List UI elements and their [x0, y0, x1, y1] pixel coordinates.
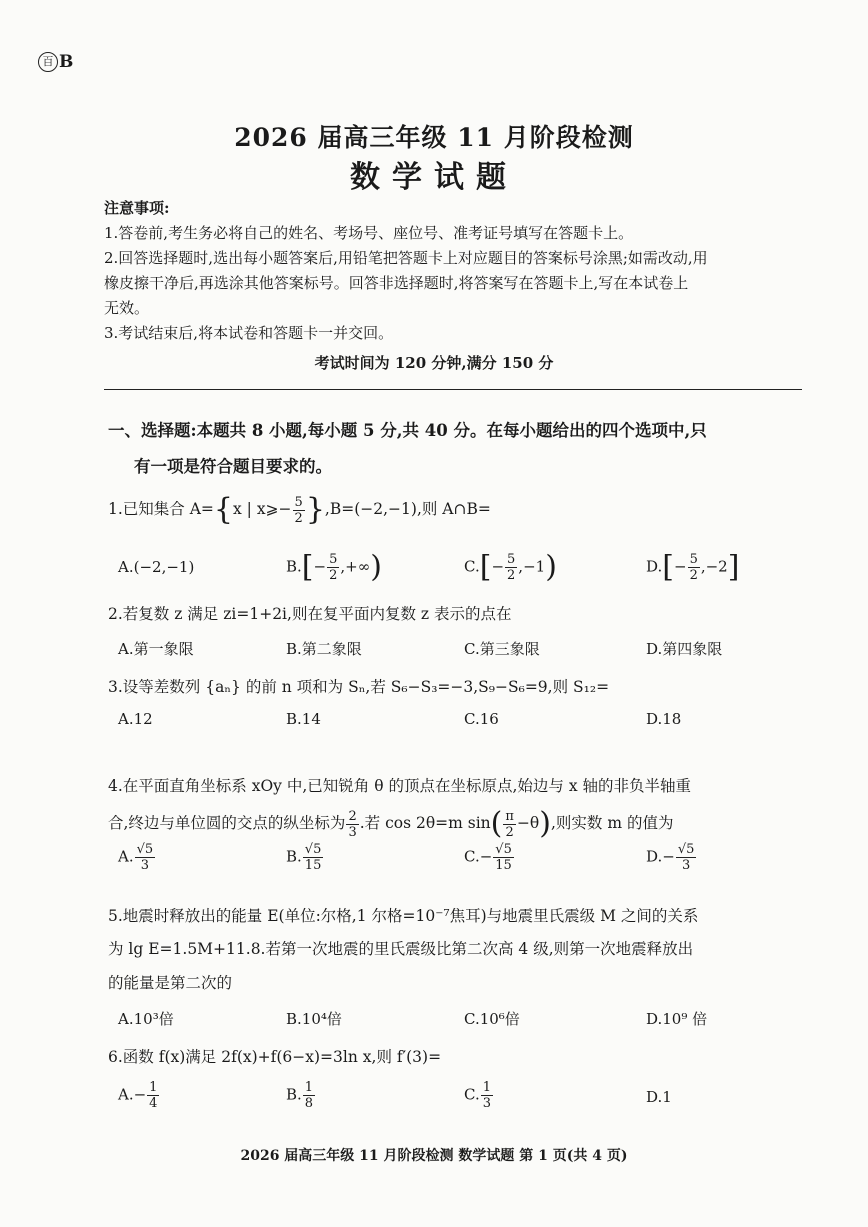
q3-option-d: D.18: [646, 710, 682, 728]
page-footer: 2026 届高三年级 11 月阶段检测 数学试题 第 1 页(共 4 页): [240, 1148, 628, 1164]
q3-option-b: B.14: [286, 710, 321, 728]
question-6-stem: 6.函数 f(x)满足 2f(x)+f(6−x)=3ln x,则 f′(3)=: [108, 1048, 442, 1066]
notes-heading: 注意事项:: [104, 199, 170, 217]
exam-title: 2026 届高三年级 11 月阶段检测: [234, 123, 634, 152]
q5-option-a: A.10³倍: [118, 1010, 174, 1028]
q1-set: x | x⩾−: [233, 500, 292, 518]
question-2-stem: 2.若复数 z 满足 zi=1+2i,则在复平面内复数 z 表示的点在: [108, 605, 512, 623]
q1-option-d: D.[− $\frac{5}{2}$ ,−2]: [646, 549, 740, 585]
question-1-stem: 1.已知集合 A={x | x⩾− $\frac{5}{2}$ },B=(−2,−1),则 A∩B=: [108, 492, 491, 527]
question-1-options: [118, 549, 808, 588]
divider: [104, 389, 802, 390]
note-item: 橡皮擦干净后,再选涂其他答案标号。回答非选择题时,将答案写在答题卡上,写在本试卷上: [104, 274, 689, 292]
note-item: 3.考试结束后,将本试卷和答题卡一并交回。: [104, 324, 394, 342]
question-5-line-1: 5.地震时释放出的能量 E(单位:尔格,1 尔格=10⁻⁷焦耳)与地震里氏震级 M 之间的关系: [108, 907, 699, 925]
question-5-line-2: 为 lg E=1.5M+11.8.若第一次地震的里氏震级比第二次高 4 级,则第一次地震释放出: [108, 940, 694, 958]
subject-title: 数学试题: [350, 160, 518, 195]
question-6-options: [118, 1080, 808, 1120]
q1-option-b: B.[− $\frac{5}{2}$ ,+∞): [286, 549, 382, 585]
question-5-options: [118, 1008, 808, 1030]
q3-option-a: A.12: [118, 710, 153, 728]
q5-option-c: C.10⁶倍: [464, 1010, 520, 1028]
q2-option-a: A.第一象限: [118, 640, 194, 658]
q4-option-a: A. $\frac{√5}{3}$: [118, 842, 154, 873]
seal-circle-icon: 百: [38, 52, 58, 72]
q6-option-b: B. $\frac{1}{8}$: [286, 1080, 314, 1111]
section-line-2: 有一项是符合题目要求的。: [134, 457, 332, 476]
q6-option-a: A.− $\frac{1}{4}$: [118, 1080, 158, 1111]
note-item: 1.答卷前,考生务必将自己的姓名、考场号、座位号、准考证号填写在答题卡上。: [104, 224, 634, 242]
question-4-line-1: 4.在平面直角坐标系 xOy 中,已知锐角 θ 的顶点在坐标原点,始边与 x 轴的非负半轴重: [108, 777, 691, 795]
q4-option-d: D.− $\frac{√5}{3}$: [646, 842, 695, 873]
question-4-line-2: 合,终边与单位圆的交点的纵坐标为 $\frac{2}{3}$ .若 cos 2θ=m sin( $\frac{\pi}{2}$ −θ),则实数 m 的值为: [108, 806, 674, 841]
q1-text: 1.已知集合 A=: [108, 500, 214, 518]
q4-option-c: C.− $\frac{√5}{15}$: [464, 842, 512, 873]
q5-option-d: D.10⁹ 倍: [646, 1010, 708, 1028]
q1-text-b: ,B=(−2,−1),则 A∩B=: [324, 500, 491, 518]
notes-block: [104, 196, 804, 346]
seal-letter: B: [59, 52, 74, 72]
question-3-stem: 3.设等差数列 {aₙ} 的前 n 项和为 Sₙ,若 S₆−S₃=−3,S₉−S₆=9,则 S₁₂=: [108, 678, 610, 696]
q4-option-b: B. $\frac{√5}{15}$: [286, 842, 322, 873]
question-2-options: [118, 638, 808, 660]
q5-option-b: B.10⁴倍: [286, 1010, 342, 1028]
q6-option-c: C. $\frac{1}{3}$: [464, 1080, 491, 1111]
q3-option-c: C.16: [464, 710, 499, 728]
note-item: 无效。: [104, 299, 150, 317]
q1-option-c: C.[− $\frac{5}{2}$ ,−1): [464, 549, 557, 585]
q2-option-d: D.第四象限: [646, 640, 723, 658]
question-5-line-3: 的能量是第二次的: [108, 974, 233, 992]
section-heading: [108, 413, 808, 485]
q2-option-c: C.第三象限: [464, 640, 540, 658]
q2-option-b: B.第二象限: [286, 640, 362, 658]
q6-option-d: D.1: [646, 1088, 672, 1106]
section-line-1: 一、选择题:本题共 8 小题,每小题 5 分,共 40 分。在每小题给出的四个选项中,只: [108, 421, 707, 440]
exam-info: 考试时间为 120 分钟,满分 150 分: [314, 354, 554, 372]
q1-option-a: A.(−2,−1): [118, 558, 195, 576]
question-3-options: [118, 710, 808, 732]
paper-seal: [38, 52, 73, 72]
fraction: $\frac{5}{2}$: [294, 494, 303, 526]
note-item: 2.回答选择题时,选出每小题答案后,用铅笔把答题卡上对应题目的答案标号涂黑;如需改动,用: [104, 249, 708, 267]
question-4-options: [118, 842, 808, 882]
